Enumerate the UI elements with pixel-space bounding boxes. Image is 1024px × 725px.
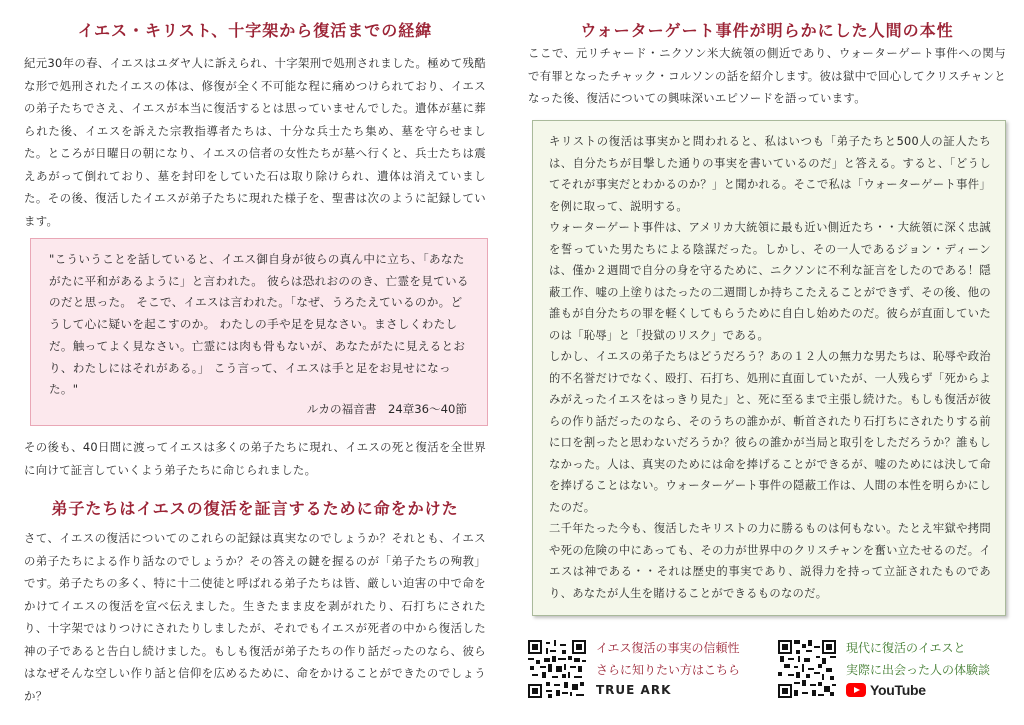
colson-story-text: キリストの復活は事実かと問われると、私はいつも「弟子たちと500人の証人たちは、自分たちが目撃した通りの事実を書いているのだ」と答える。すると、「どうしてそれが事実だとわかるのか？」と聞かれる。そこで私は「ウォーターゲート事件」を例に取って、説明する。 ウォーターゲート事件は、アメリカ大統領に最も近い側近たち・・大統領に深く忠誠を誓っていた男たちによる陰謀だった。しかし、その一人であるジョン・ディーンは、僅か２週間で自分の身を守るために、ニクソンに不利な証言をしたのである！隠蔽工作、嘘の上塗りはたったの二週間しか持ちこたえることができず、その後、他の誰もが自分たちの罪を軽くしてもらうために自白し始めたのだ。彼らが直面していたのは「恥辱」と「投獄のリスク」である。 しかし、イエスの弟子たちはどうだろう？あの１２人の無力な男たちは、恥辱や政治的不名誉だけでなく、殴打、石打ち、処刑に直面していたが、一人残らず「死からよみがえったイエスをはっきり見た」と、死に至るまで主張し続けた。もしも復活が彼らの作り話だったのなら、そのうちの誰かが、斬首されたり石打ちにされたりする前に口を割ったと思わないだろうか？彼らの誰かが当局と取引をしただろうか？誰もしなかった。人は、真実のためには命を捧げることができるが、嘘のためには決して命を捧げることはない。ウォーターゲート事件の隠蔽工作は、人間の本性を明らかにしたのだ。 二千年たった今も、復活したキリストの力に勝るものは何もない。たとえ牢獄や拷問や死の危険の中にあっても、その力が世界中のクリスチャンを奮い立たせるのだ。イエスは神である・・それは歴史的事実であり、説得力を持って立証されたものであり、あなたが人生を賭けることができるものなのだ。 [549,135,991,600]
right-column [528,0,1006,725]
watergate-intro: ここで、元リチャード・ニクソン米大統領の側近であり、ウォーターゲート事件への関与で有罪となったチャック・コルソンの話を紹介します。彼は獄中で回心してクリスチャンとなった後、復活についての興味深いエピソードを語っています。 [528,46,1006,105]
youtube-play-icon [846,683,866,697]
true-ark-line2: さらに知りたい方はこちら [596,663,741,677]
heading-crucifixion-to-resurrection: イエス・キリスト、十字架から復活までの経緯 [77,21,433,40]
true-ark-link-block[interactable] [596,637,740,699]
scripture-reference: ルカの福音書 24章36～40節 [306,401,467,416]
true-ark-qr-code[interactable] [528,640,586,698]
youtube-brand: YouTube [870,682,926,698]
left-column [24,0,486,725]
heading-disciples-testimony: 弟子たちはイエスの復活を証言するために命をかけた [51,499,459,518]
youtube-line1: 現代に復活のイエスと [846,641,966,655]
scripture-quote-box [30,238,488,426]
heading-watergate: ウォーターゲート事件が明らかにした人間の本性 [580,21,954,40]
true-ark-brand: TRUE ARK [596,683,672,697]
scripture-quote-text: "こういうことを話していると、イエス御自身が彼らの真ん中に立ち、「あなたがたに平和があるように」と言われた。 彼らは恐れおののき、亡霊を見ているのだと思った。 そこで、イエスは言われた。「なぜ、うろたえているのか。どうして心に疑いを起こすのか。 わたしの手や足を見なさい。まさしくわたしだ。触ってよく見なさい。亡霊には肉も骨もないが、あなたがたに見えるとおり、わたしにはそれがある。」 こう言って、イエスは手と足をお見せになった。" [49,252,469,397]
youtube-link-block[interactable] [846,637,990,698]
intro-paragraph: 紀元30年の春、イエスはユダヤ人に訴えられ、十字架刑で処刑されました。極めて残酷な形で処刑されたイエスの体は、修復が全く不可能な程に痛めつけられており、イエスの弟子たちでさえ、イエスが本当に復活するとは思っていませんでした。遺体が墓に葬られた後、イエスを訴えた宗教指導者たちは、十分な兵士たち集め、墓を守らせました。ところが日曜日の朝になり、イエスの信者の女性たちが墓へ行くと、兵士たちは震えあがって倒れており、墓を封印をしていた石は取り除けられ、遺体は消えていました。その後、復活したイエスが弟子たちに現れた様子を、聖書は次のように記録しています。 [24,56,486,228]
youtube-line2: 実際に出会った人の体験談 [846,663,991,677]
martyrs-paragraph: さて、イエスの復活についてのこれらの記録は真実なのでしょうか？それとも、イエスの弟子たちによる作り話なのでしょうか？その答えの鍵を握るのが「弟子たちの殉教」です。弟子たちの多く、特に十二使徒と呼ばれる弟子たちは皆、厳しい迫害の中で命をかけてイエスの復活を宣べ伝えました。生きたまま皮を剥がれたり、石打ちにされたり、十字架ではりつけにされたりしましたが、それでもイエスが死者の中から復活した神の子であると告白し続けました。もしも復活が弟子たちの作り話だったのなら、彼らはなぜそんな空しい作り話と信仰を広めるために、命をかけることができたのでしょうか？ [24,531,486,703]
true-ark-line1: イエス復活の事実の信頼性 [596,641,740,655]
colson-story-box [532,120,1006,616]
youtube-brand-row [846,682,990,698]
after-quote-paragraph: その後も、40日間に渡ってイエスは多くの弟子たちに現れ、イエスの死と復活を全世界に向けて証言していくよう弟子たちに命じられました。 [24,440,486,477]
youtube-qr-code[interactable] [778,640,836,698]
